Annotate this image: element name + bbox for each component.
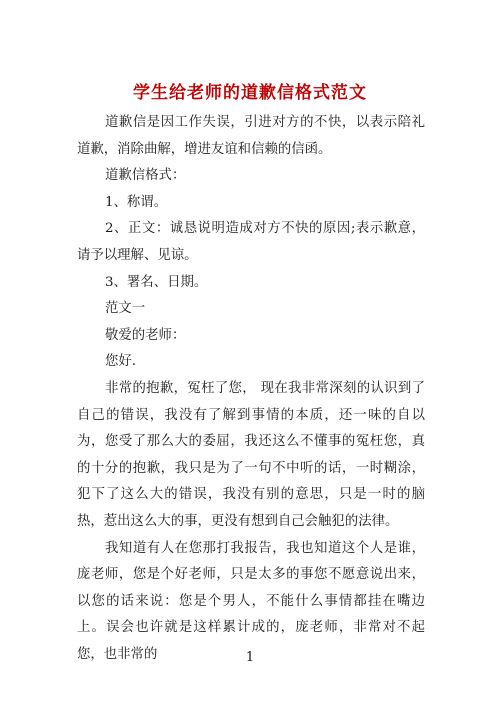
paragraph-format-item-1: 1、称谓。 [105, 194, 168, 210]
paragraph-format-item-3: 3、署名、日期。 [105, 274, 208, 290]
paragraph-intro: 道歉信是因工作失误，引进对方的不快，以表示陪礼道歉，消除曲解，增进友谊和信赖的信函。 [77, 115, 425, 157]
page-number: 1 [245, 650, 255, 665]
paragraph-sample-heading: 范文一 [105, 301, 146, 317]
paragraph-format-heading: 道歉信格式： [105, 168, 186, 184]
paragraph-salutation: 敬爱的老师： [105, 327, 186, 343]
document-title: 学生给老师的道歉信格式范文 [133, 83, 367, 103]
paragraph-greeting: 您好. [105, 354, 137, 370]
paragraph-body-2: 我知道有人在您那打我报告，我也知道这个人是谁，庞老师，您是个好老师，只是太多的事您不愿意说出来，以您的话来说：您是个男人，不能什么事情都挂在嘴边上。误会也许就是这样累计成的，庞老师，非常对不起您，也非常的 [77, 540, 425, 662]
document-body [77, 110, 425, 668]
paragraph-body-1: 非常的抱歉，冤枉了您， 现在我非常深刻的认识到了自己的错误，我没有了解到事情的本质，还一味的自以为，您受了那么大的委屈，我还这么不懂事的冤枉您，真的十分的抱歉，我只是为了一句不中听的话，一时糊涂，犯下了这么大的错误，我没有别的意思，只是一时的脑热，惹出这么大的事，更没有想到自己会触犯的法律。 [77, 380, 425, 529]
paragraph-format-item-2: 2、正文：诚恳说明造成对方不快的原因;表示歉意，请予以理解、见谅。 [77, 221, 425, 263]
